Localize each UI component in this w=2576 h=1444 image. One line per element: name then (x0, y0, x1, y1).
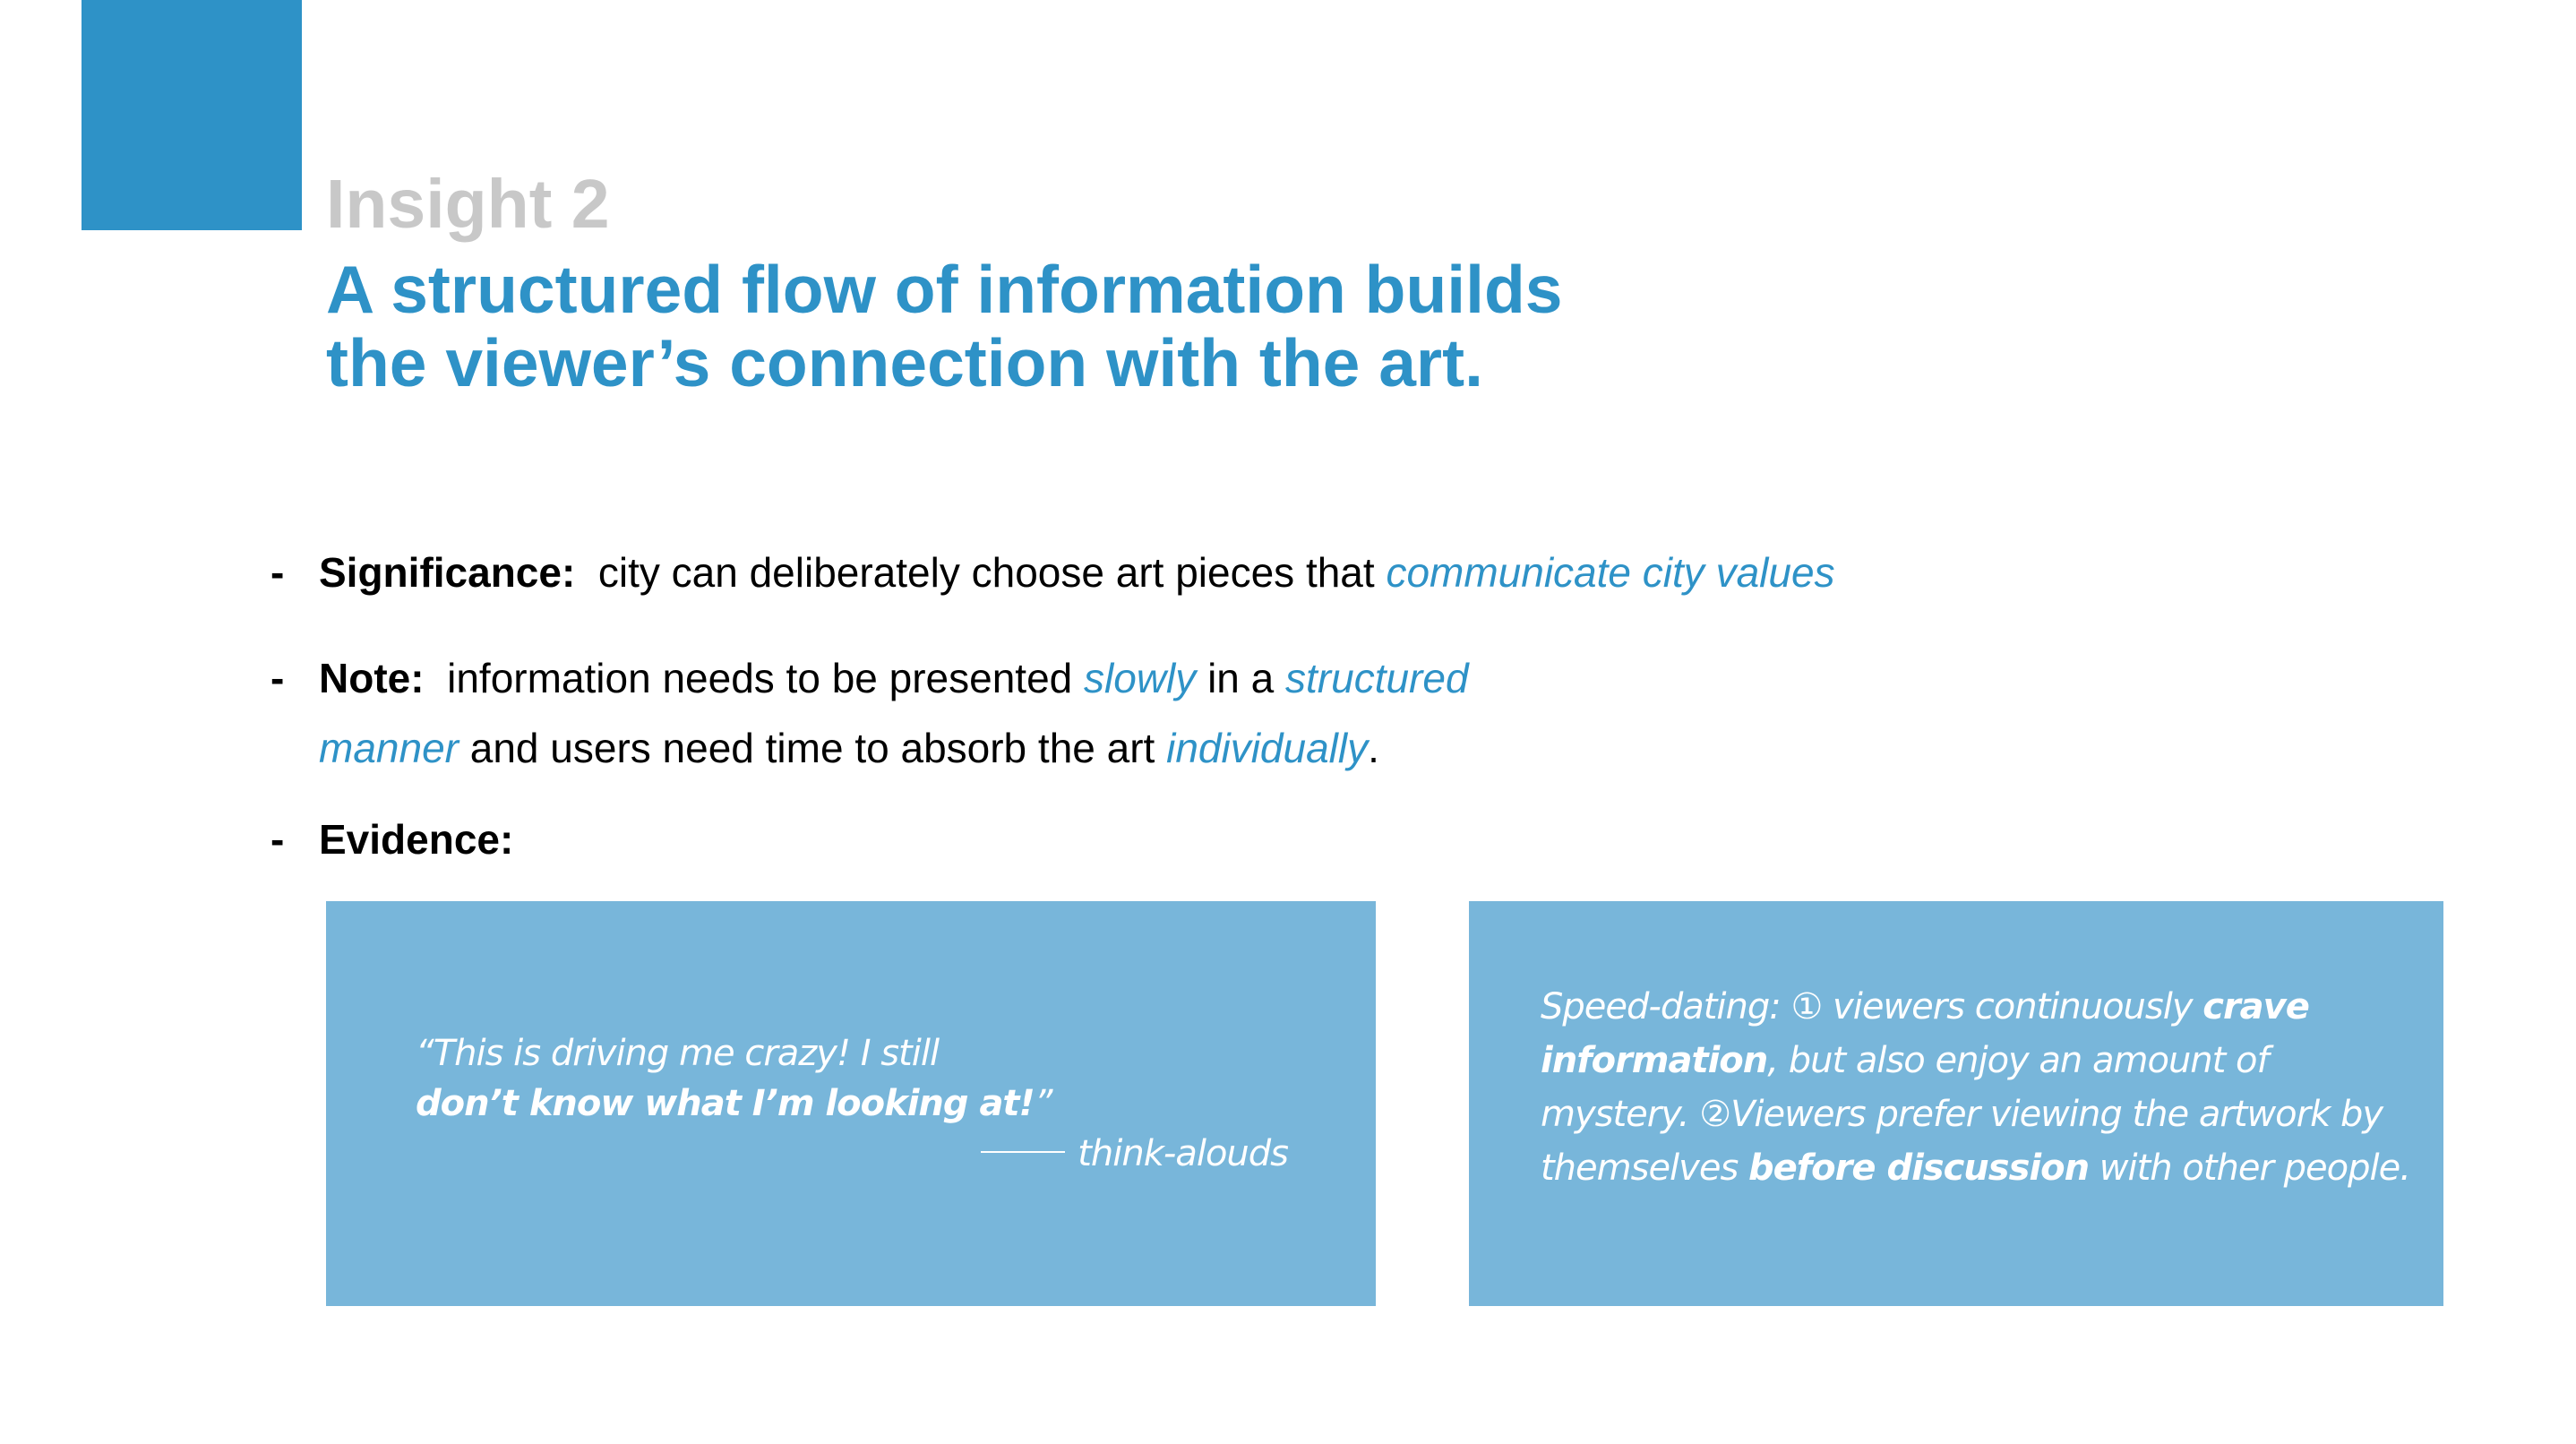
significance-label: Significance: (319, 549, 576, 596)
speed-line-4-text-2: with other people. (2099, 1147, 2410, 1189)
note-highlight-structured: structured (1285, 655, 1469, 701)
speed-line-1-bold: crave (2202, 986, 2309, 1027)
note-highlight-individually: individually (1166, 725, 1369, 771)
note-text-3: and users need time to absorb the art (469, 725, 1155, 771)
bullet-dash-note: - (270, 655, 285, 701)
note-period: . (1368, 725, 1379, 771)
accent-square (82, 0, 302, 230)
note-highlight-slowly: slowly (1084, 655, 1197, 701)
speed-line-4-text-1: themselves (1541, 1147, 1739, 1189)
speed-line-2-bold: information (1541, 1040, 1768, 1081)
attribution-text: think-alouds (1078, 1133, 1288, 1174)
evidence-card-quote (326, 901, 1376, 1306)
speed-line-2 (1541, 1034, 2410, 1087)
bullet-note-line-2 (319, 713, 1379, 783)
bullet-significance (319, 537, 1835, 607)
quote-attribution (981, 1129, 1288, 1179)
note-highlight-manner: manner (319, 725, 459, 771)
speed-line-4-bold: before discussion (1748, 1147, 2090, 1189)
speed-line-1-text: Speed-dating: ① viewers continuously (1541, 986, 2193, 1027)
note-text-2: in a (1207, 655, 1275, 701)
quote-line-2 (416, 1079, 1052, 1129)
speed-line-1 (1541, 980, 2410, 1034)
attribution-rule (981, 1151, 1065, 1153)
bullet-dash-significance: - (270, 549, 285, 596)
headline-line-2: the viewer’s connection with the art. (326, 325, 1483, 400)
significance-highlight: communicate city values (1386, 549, 1835, 596)
quote-line-1: “This is driving me crazy! I still (416, 1033, 940, 1074)
speed-dating-text (1541, 980, 2410, 1195)
speed-line-3: mystery. ②Viewers prefer viewing the artwork by (1541, 1094, 2383, 1135)
insight-label: Insight 2 (326, 166, 610, 243)
headline (326, 253, 1563, 400)
speed-line-2-text: , but also enjoy an amount of (1767, 1040, 2269, 1081)
note-label: Note: (319, 655, 425, 701)
bullet-note-line-1 (319, 643, 1469, 713)
evidence-label: Evidence: (319, 816, 514, 863)
speed-line-4 (1541, 1141, 2410, 1195)
quote-close-mark: ” (1034, 1083, 1052, 1124)
quote-bold-text: don’t know what I’m looking at! (416, 1083, 1035, 1124)
note-text-1: information needs to be presented (447, 655, 1073, 701)
evidence-card-speed-dating (1469, 901, 2443, 1306)
significance-text: city can deliberately choose art pieces that (597, 549, 1375, 596)
headline-line-1: A structured flow of information builds (326, 252, 1563, 327)
bullet-dash-evidence: - (270, 816, 285, 863)
bullet-evidence (319, 804, 513, 874)
